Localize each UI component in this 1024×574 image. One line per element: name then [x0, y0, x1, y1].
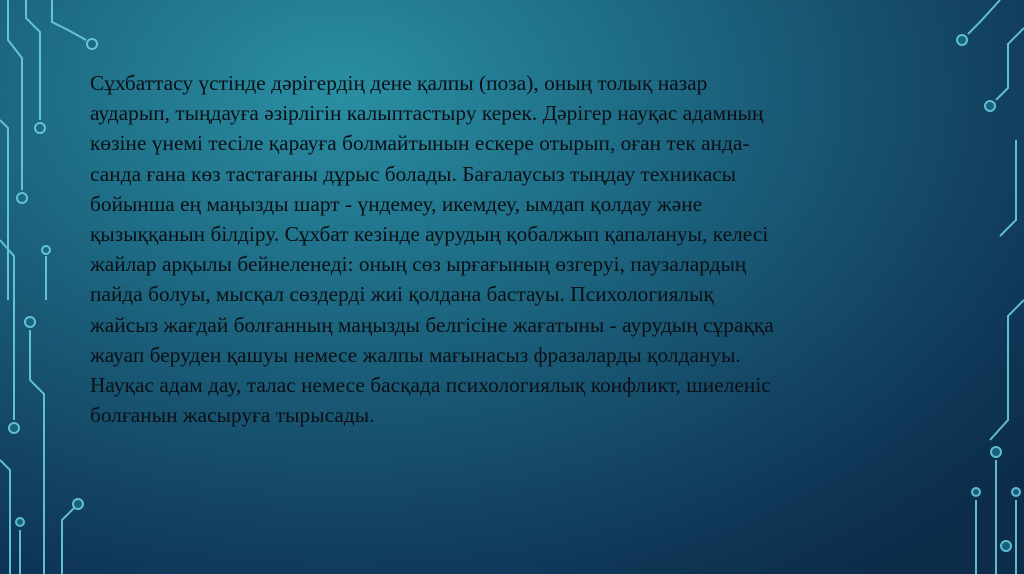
- body-text: Сұхбаттасу үстінде дәрігердің дене қалпы (поза), оның толық назар аударып, тыңдауға әзірлігін калыптастыру керек. Дәрігер науқас адамның көзіне үнемі тесіле қарауға болмайтынын ескере отырып, оған тек анда- санда ғана көз тастағаны дұрыс болады. Бағалаусыз тыңдау техникасы бойынша ең маңызды шарт - үндемеу, икемдеу, ымдап қолдау және қызыққанын білдіру. Сұхбат кезінде аурудың қобалжып қапалануы, келесі жайлар арқылы бейнеленеді: оның сөз ырғағының өзгеруі, паузалардың пайда болуы, мысқал сөздерді жиі қолдана бастауы. Психологиялық жайсыз жағдай болғанның маңызды белгісіне жағатыны - аурудың сұраққа жауап беруден қашуы немесе жалпы мағынасыз фразаларды қолдануы. Науқас адам дау, талас немесе басқада психологиялық конфликт, шиеленіс болғанын жасыруға тырысады.: [90, 71, 774, 428]
